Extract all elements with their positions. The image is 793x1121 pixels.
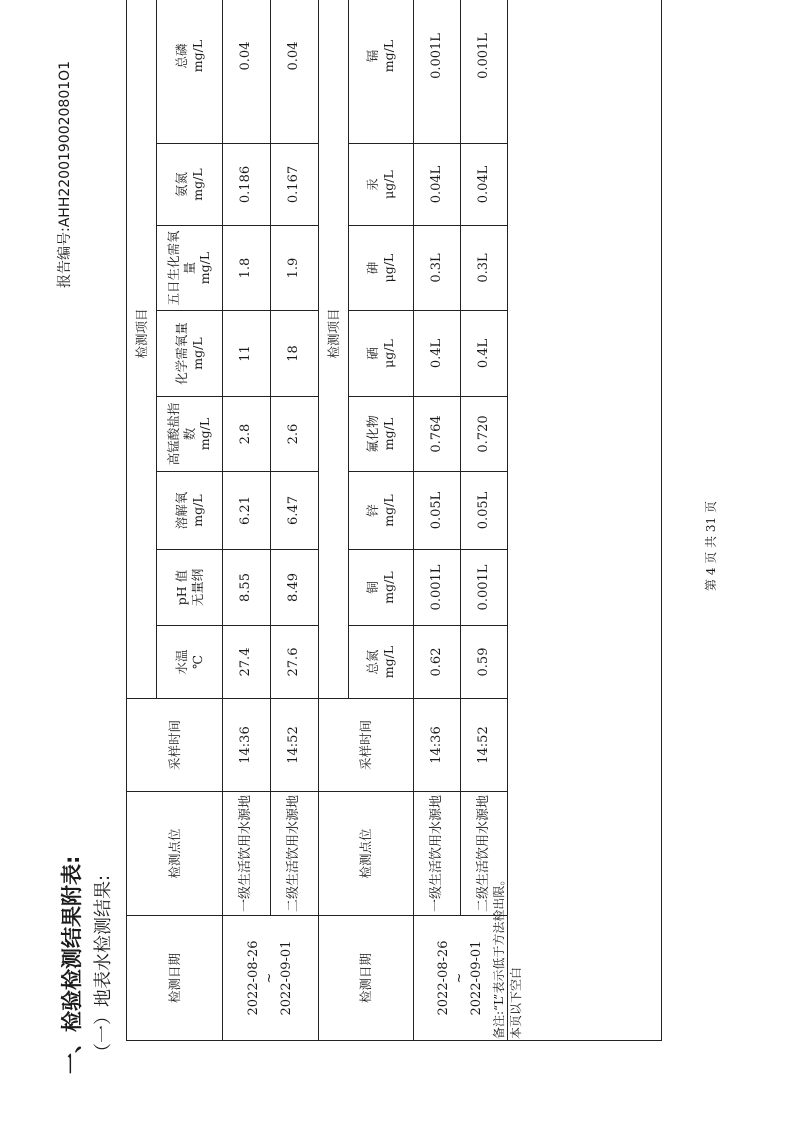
col-name: 总磷 xyxy=(173,43,189,69)
table1-date-header: 检测日期 xyxy=(127,916,223,1041)
value-cell: 0.3L xyxy=(414,226,461,311)
col-unit: μg/L xyxy=(381,253,396,283)
section-title: 一、检验检测结果附表: xyxy=(60,855,84,1074)
value-cell: 0.001L xyxy=(414,550,461,626)
value-cell: 6.47 xyxy=(271,472,319,550)
value-cell: 0.04L xyxy=(414,144,461,226)
value-cell: 27.4 xyxy=(223,626,271,699)
col-name: 五日生化需氧量 xyxy=(166,230,197,306)
date-sep: ~ xyxy=(452,972,468,984)
table-row xyxy=(271,0,319,1041)
date-start: 2022-08-26 xyxy=(436,940,452,1016)
table2-col-mercury xyxy=(349,144,414,226)
site-cell: 一级生活饮用水源地 xyxy=(223,792,271,916)
value-cell: 0.764 xyxy=(414,397,461,472)
table1-col-cod xyxy=(157,311,223,397)
value-cell: 6.21 xyxy=(223,472,271,550)
table2-col-selenium xyxy=(349,311,414,397)
date-start: 2022-08-26 xyxy=(246,940,262,1016)
time-cell: 14:52 xyxy=(271,699,319,792)
value-cell: 2.6 xyxy=(271,397,319,472)
date-end: 2022-09-01 xyxy=(468,940,484,1016)
table2-col-zinc xyxy=(349,472,414,550)
col-name: 氟化物 xyxy=(365,415,381,453)
table1-col-total-phosphorus xyxy=(157,0,223,144)
table1-col-ph xyxy=(157,550,223,626)
col-unit: mg/L xyxy=(381,417,396,451)
value-cell: 27.6 xyxy=(271,626,319,699)
site-cell: 一级生活饮用水源地 xyxy=(414,792,461,916)
value-cell: 0.05L xyxy=(414,472,461,550)
value-cell: 0.59 xyxy=(461,626,508,699)
value-cell: 0.62 xyxy=(414,626,461,699)
table1-date-cell xyxy=(223,916,319,1041)
col-unit: 无量纲 xyxy=(189,568,205,607)
col-unit: mg/L xyxy=(189,168,205,201)
col-unit: mg/L xyxy=(197,251,213,285)
value-cell: 1.8 xyxy=(223,226,271,311)
table1-col-bod5 xyxy=(157,226,223,311)
value-cell: 0.04 xyxy=(223,0,271,144)
table2-col-copper xyxy=(349,550,414,626)
value-cell: 0.186 xyxy=(223,144,271,226)
report-number-label: 报告编号: xyxy=(57,227,73,288)
col-name: 硒 xyxy=(365,347,381,360)
section-subtitle: （一）地表水检测结果: xyxy=(93,874,114,1061)
col-unit: μg/L xyxy=(381,170,396,199)
col-unit: mg/L xyxy=(381,571,396,604)
col-name: 汞 xyxy=(365,178,381,191)
value-cell: 0.4L xyxy=(461,311,508,397)
value-cell: 0.167 xyxy=(271,144,319,226)
col-name: 溶解氧 xyxy=(173,491,189,530)
col-name: 化学需氧量 xyxy=(173,322,189,385)
table1-col-ammonia xyxy=(157,144,223,226)
col-unit: mg/L xyxy=(189,39,205,73)
col-name: 氨氮 xyxy=(173,172,189,198)
time-cell: 14:52 xyxy=(461,699,508,792)
table2-col-cadmium xyxy=(349,0,414,144)
table2-time-header: 采样时间 xyxy=(319,699,414,792)
value-cell: 0.001L xyxy=(414,0,461,144)
col-name: pH 值 xyxy=(173,569,189,606)
table-row xyxy=(223,0,271,1041)
time-cell: 14:36 xyxy=(414,699,461,792)
notes xyxy=(491,874,526,1039)
value-cell: 0.001L xyxy=(461,0,508,144)
value-cell: 0.720 xyxy=(461,397,508,472)
col-unit: mg/L xyxy=(381,39,396,73)
report-number-value: AHH2200190020801O1 xyxy=(57,60,73,228)
value-cell: 11 xyxy=(223,311,271,397)
table1-group-row xyxy=(127,0,157,1041)
value-cell: 0.3L xyxy=(461,226,508,311)
table2-date-header: 检测日期 xyxy=(319,916,414,1041)
col-name: 铜 xyxy=(365,581,381,594)
col-name: 镉 xyxy=(365,49,381,63)
col-unit: mg/L xyxy=(189,494,205,527)
table2-group-row xyxy=(319,0,349,1041)
table1-col-permanganate xyxy=(157,397,223,472)
report-number xyxy=(54,61,74,288)
value-cell: 8.55 xyxy=(223,550,271,626)
time-cell: 14:36 xyxy=(223,699,271,792)
value-cell: 0.04L xyxy=(461,144,508,226)
table1-site-header: 检测点位 xyxy=(127,792,223,916)
col-unit: mg/L xyxy=(381,494,396,527)
col-name: 砷 xyxy=(365,261,381,275)
col-name: 锌 xyxy=(365,504,381,517)
site-cell: 二级生活饮用水源地 xyxy=(461,792,508,916)
table1-time-header: 采样时间 xyxy=(127,699,223,792)
value-cell: 2.8 xyxy=(223,397,271,472)
table1-col-water-temp xyxy=(157,626,223,699)
col-unit: ℃ xyxy=(189,655,205,669)
col-unit: μg/L xyxy=(381,339,396,368)
table2-site-header: 检测点位 xyxy=(319,792,414,916)
site-cell: 二级生活饮用水源地 xyxy=(271,792,319,916)
note-blank: 本页以下空白 xyxy=(509,966,524,1039)
col-unit: mg/L xyxy=(381,645,396,679)
date-sep: ~ xyxy=(262,972,278,984)
value-cell: 0.001L xyxy=(461,550,508,626)
col-name: 总氮 xyxy=(365,649,381,675)
table1-group-header: 检测项目 xyxy=(127,0,157,699)
value-cell: 0.04 xyxy=(271,0,319,144)
table-row xyxy=(414,0,461,1041)
table2-col-fluoride xyxy=(349,397,414,472)
col-name: 高锰酸盐指数 xyxy=(166,402,197,466)
value-cell: 1.9 xyxy=(271,226,319,311)
col-name: 水温 xyxy=(173,649,189,675)
note-legend: 备注:“L”表示低于方法检出限。 xyxy=(492,873,506,1039)
table2-col-arsenic xyxy=(349,226,414,311)
table1-col-dissolved-oxygen xyxy=(157,472,223,550)
date-end: 2022-09-01 xyxy=(278,940,294,1016)
col-unit: mg/L xyxy=(197,417,213,451)
table2-group-header: 检测项目 xyxy=(319,0,349,699)
value-cell: 0.4L xyxy=(414,311,461,397)
value-cell: 18 xyxy=(271,311,319,397)
value-cell: 8.49 xyxy=(271,550,319,626)
value-cell: 0.05L xyxy=(461,472,508,550)
table2-col-total-nitrogen xyxy=(349,626,414,699)
col-unit: mg/L xyxy=(189,337,205,370)
page-number: 第 4 页 共 31 页 xyxy=(704,501,718,591)
notes-row xyxy=(508,0,662,1041)
results-table xyxy=(126,0,662,1041)
notes-cell xyxy=(508,0,662,1041)
